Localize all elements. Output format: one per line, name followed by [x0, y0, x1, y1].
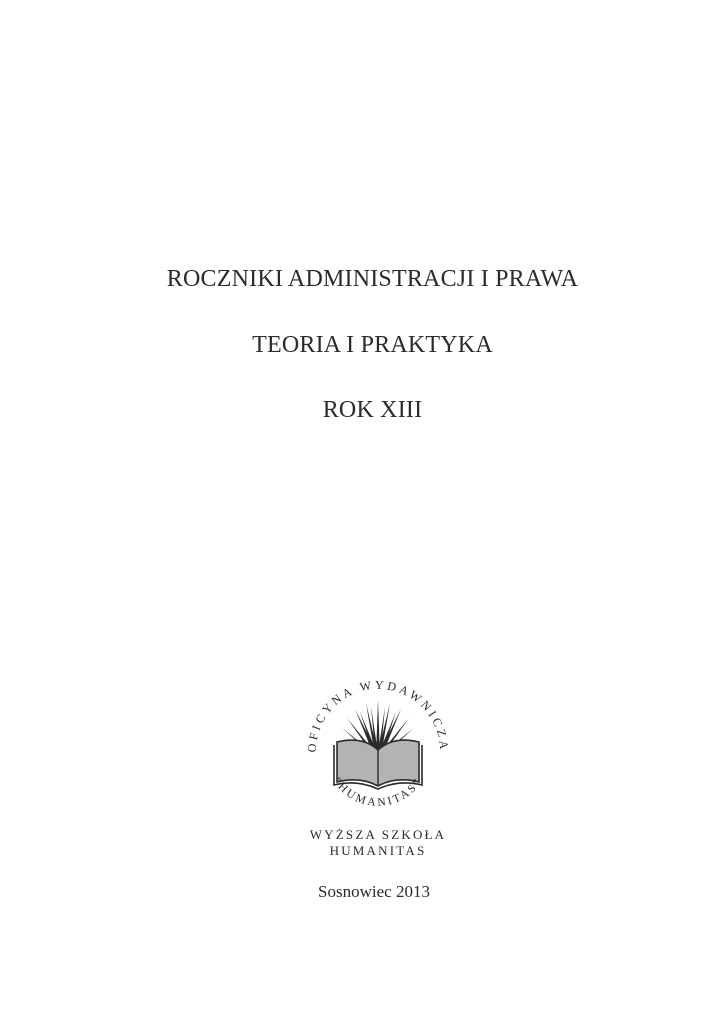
publisher-logo [303, 672, 453, 822]
journal-title: ROCZNIKI ADMINISTRACJI I PRAWA [166, 266, 579, 292]
publisher-name-line1: WYŻSZA SZKOŁA [309, 827, 447, 842]
logo-inner-text: “HUMANITAS” [330, 775, 426, 810]
journal-volume: ROK XIII [322, 397, 423, 423]
journal-subtitle: TEORIA I PRAKTYKA [252, 332, 493, 358]
place-and-year: Sosnowiec 2013 [318, 882, 430, 901]
logo-ring-text: OFICYNA WYDAWNICZA [304, 677, 452, 753]
publisher-name-line2: HUMANITAS [329, 843, 427, 858]
